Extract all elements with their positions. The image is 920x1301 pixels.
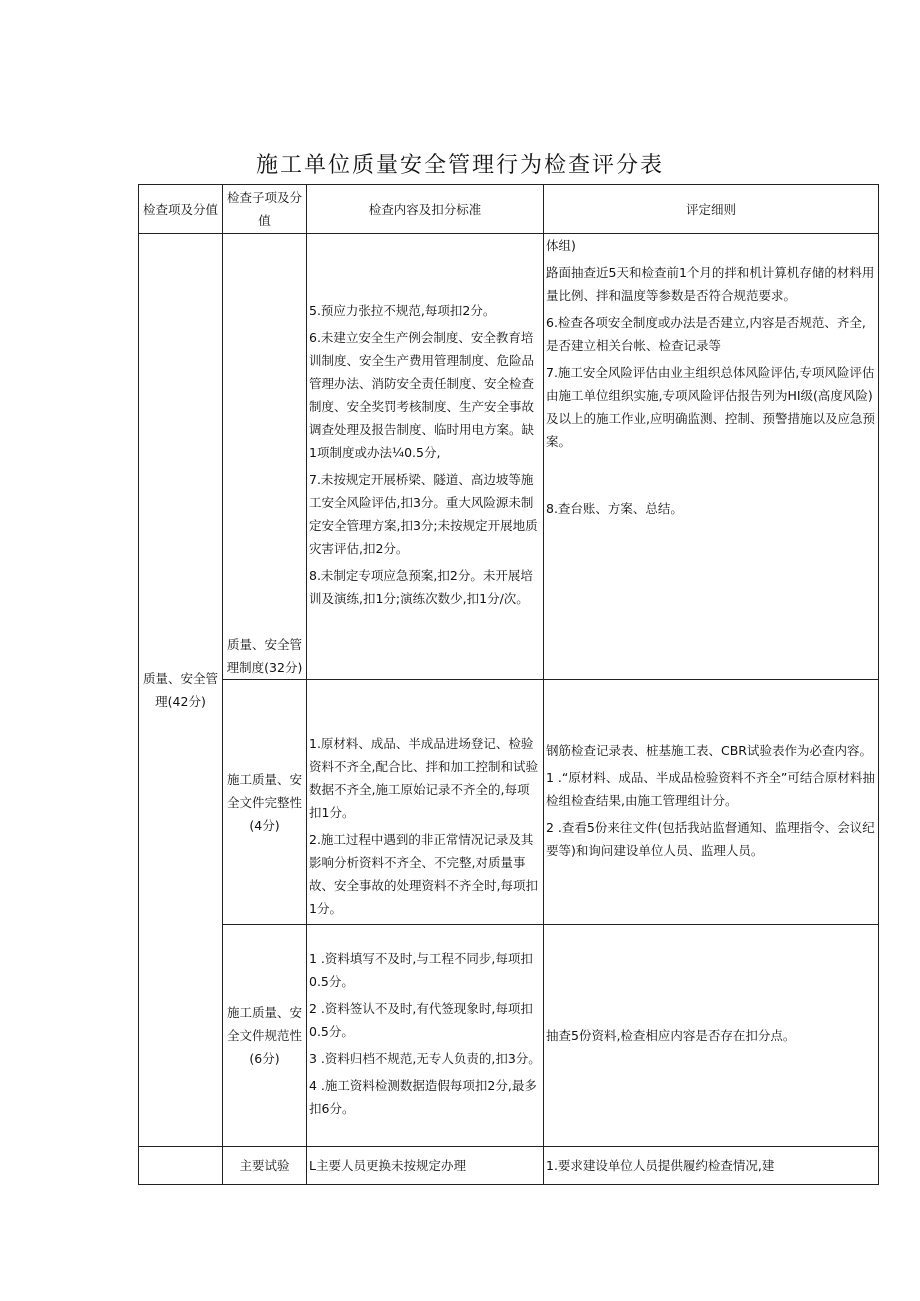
score-table (138, 184, 879, 1185)
criteria-cell (544, 234, 879, 680)
criteria-cell (544, 680, 879, 925)
sub-cell: 施工质量、安全文件完整性(4分) (223, 680, 307, 925)
content-line: 8.未制定专项应急预案,扣2分。未开展培训及演练,扣1分;演练次数少,扣1分/次。 (309, 568, 533, 606)
item-cell: 质量、安全管理(42分) (139, 234, 223, 1147)
criteria-cell: 1.要求建设单位人员提供履约检查情况,建 (544, 1147, 879, 1185)
page-title: 施工单位质量安全管理行为检查评分表 (255, 153, 664, 178)
sub-cell: 施工质量、安全文件规范性(6分) (223, 925, 307, 1147)
content-line: 5.预应力张拉不规范,每项扣2分。 (309, 303, 496, 318)
table-row (139, 234, 879, 680)
content-line: 3 .资料归档不规范,无专人负责的,扣3分。 (309, 1051, 541, 1066)
content-cell (307, 680, 544, 925)
content-line: 6.未建立安全生产例会制度、安全教育培训制度、安全生产费用管理制度、危险品管理办法、消防安全责任制度、安全检查制度、安全奖罚考核制度、生产安全事故调查处理及报告制度、临时用电方案。缺1项制度或办法¼0.5分, (309, 330, 535, 460)
header-content: 检查内容及扣分标准 (307, 185, 544, 234)
criteria-line: 7.施工安全风险评估由业主组织总体风险评估,专项风险评估由施工单位组织实施,专项风险评估报告列为HI级(高度风险)及以上的施工作业,应明确监测、控制、预警措施以及应急预案。 (546, 365, 875, 449)
criteria-line: 8.查台账、方案、总结。 (546, 501, 683, 516)
content-cell: L主要人员更换未按规定办理 (307, 1147, 544, 1185)
criteria-line: 体组) (546, 238, 576, 253)
sub-cell: 主要试验 (223, 1147, 307, 1185)
table-row (139, 925, 879, 1147)
header-criteria: 评定细则 (544, 185, 879, 234)
criteria-line: 钢筋检查记录表、桩基施工表、CBR试验表作为必查内容。 (546, 742, 872, 758)
criteria-line: 1 .“原材料、成品、半成品检验资料不齐全”可结合原材料抽检组检查结果,由施工管理组计分。 (546, 769, 875, 808)
content-cell (307, 925, 544, 1147)
criteria-line: 路面抽查近5天和检查前1个月的拌和机计算机存储的材料用量比例、拌和温度等参数是否符合规范要求。 (546, 265, 875, 303)
table-row (139, 680, 879, 925)
header-sub: 检查子项及分值 (223, 185, 307, 234)
table-row (139, 1147, 879, 1185)
content-line: 2.施工过程中遇到的非正常情况记录及其影响分析资料不齐全、不完整,对质量事故、安全事故的处理资料不齐全时,每项扣1分。 (309, 832, 538, 916)
criteria-line: 2 .查看5份来往文件(包括我站监督通知、监理指令、会议纪要等)和询问建设单位人员、监理人员。 (546, 819, 875, 858)
content-line: 1 .资料填写不及时,与工程不同步,每项扣0.5分。 (309, 951, 533, 989)
content-cell (307, 234, 544, 680)
criteria-line: 6.检查各项安全制度或办法是否建立,内容是否规范、齐全,是否建立相关台帐、检查记录等 (546, 315, 866, 353)
sub-cell: 质量、安全管理制度(32分) (223, 234, 307, 680)
content-line: 7.未按规定开展桥梁、隧道、高边坡等施工安全风险评估,扣3分。重大风险源未制定安全管理方案,扣3分;未按规定开展地质灾害评估,扣2分。 (309, 472, 538, 556)
item-cell (139, 1147, 223, 1185)
header-item: 检查项及分值 (139, 185, 223, 234)
content-line: 4 .施工资料检测数据造假每项扣2分,最多扣6分。 (309, 1078, 537, 1116)
criteria-cell: 抽查5份资料,检查相应内容是否存在扣分点。 (544, 925, 879, 1147)
content-line: 1.原材料、成品、半成品进场登记、检验资料不齐全,配合比、拌和加工控制和试验数据不齐全,施工原始记录不齐全的,每项扣1分。 (309, 736, 538, 820)
content-line: 2 .资料签认不及时,有代签现象时,每项扣0.5分。 (309, 1001, 533, 1039)
header-row (139, 185, 879, 234)
